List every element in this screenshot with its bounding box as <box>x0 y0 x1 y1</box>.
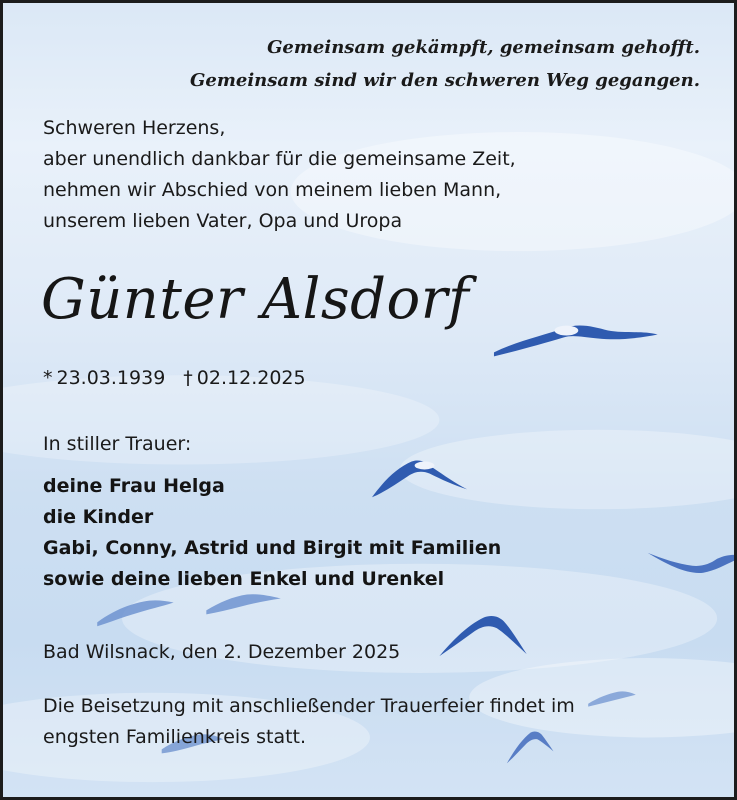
mourning-label: In stiller Trauer: <box>43 433 192 455</box>
motto-line: Gemeinsam sind wir den schweren Weg gegangen. <box>190 70 700 91</box>
death-date: 02.12.2025 <box>196 367 306 389</box>
intro-line: unserem lieben Vater, Opa und Uropa <box>43 210 403 232</box>
funeral-line: Die Beisetzung mit anschließender Trauerfeier findet im <box>43 695 575 717</box>
motto <box>190 31 700 97</box>
mourner-line: sowie deine lieben Enkel und Urenkel <box>43 568 445 590</box>
place-date: Bad Wilsnack, den 2. Dezember 2025 <box>43 641 401 663</box>
seagull-icon <box>648 553 734 573</box>
intro-line: Schweren Herzens, <box>43 117 226 139</box>
intro-line: nehmen wir Abschied von meinem lieben Mann, <box>43 179 502 201</box>
mourner-line: deine Frau Helga <box>43 475 225 497</box>
funeral-info <box>43 691 575 753</box>
birth-symbol: * <box>43 367 53 389</box>
mourner-line: Gabi, Conny, Astrid und Birgit mit Familien <box>43 537 502 559</box>
mourner-line: die Kinder <box>43 506 154 528</box>
motto-line: Gemeinsam gekämpft, gemeinsam gehofft. <box>267 37 700 58</box>
intro-text <box>43 113 516 237</box>
deceased-name: Günter Alsdorf <box>41 267 470 332</box>
life-dates <box>43 363 306 393</box>
intro-line: aber unendlich dankbar für die gemeinsame Zeit, <box>43 148 516 170</box>
birth-date: 23.03.1939 <box>56 367 166 389</box>
seagull-icon <box>494 326 658 357</box>
funeral-line: engsten Familienkreis statt. <box>43 726 307 748</box>
death-symbol: † <box>183 367 193 389</box>
mourners-list <box>43 471 501 595</box>
